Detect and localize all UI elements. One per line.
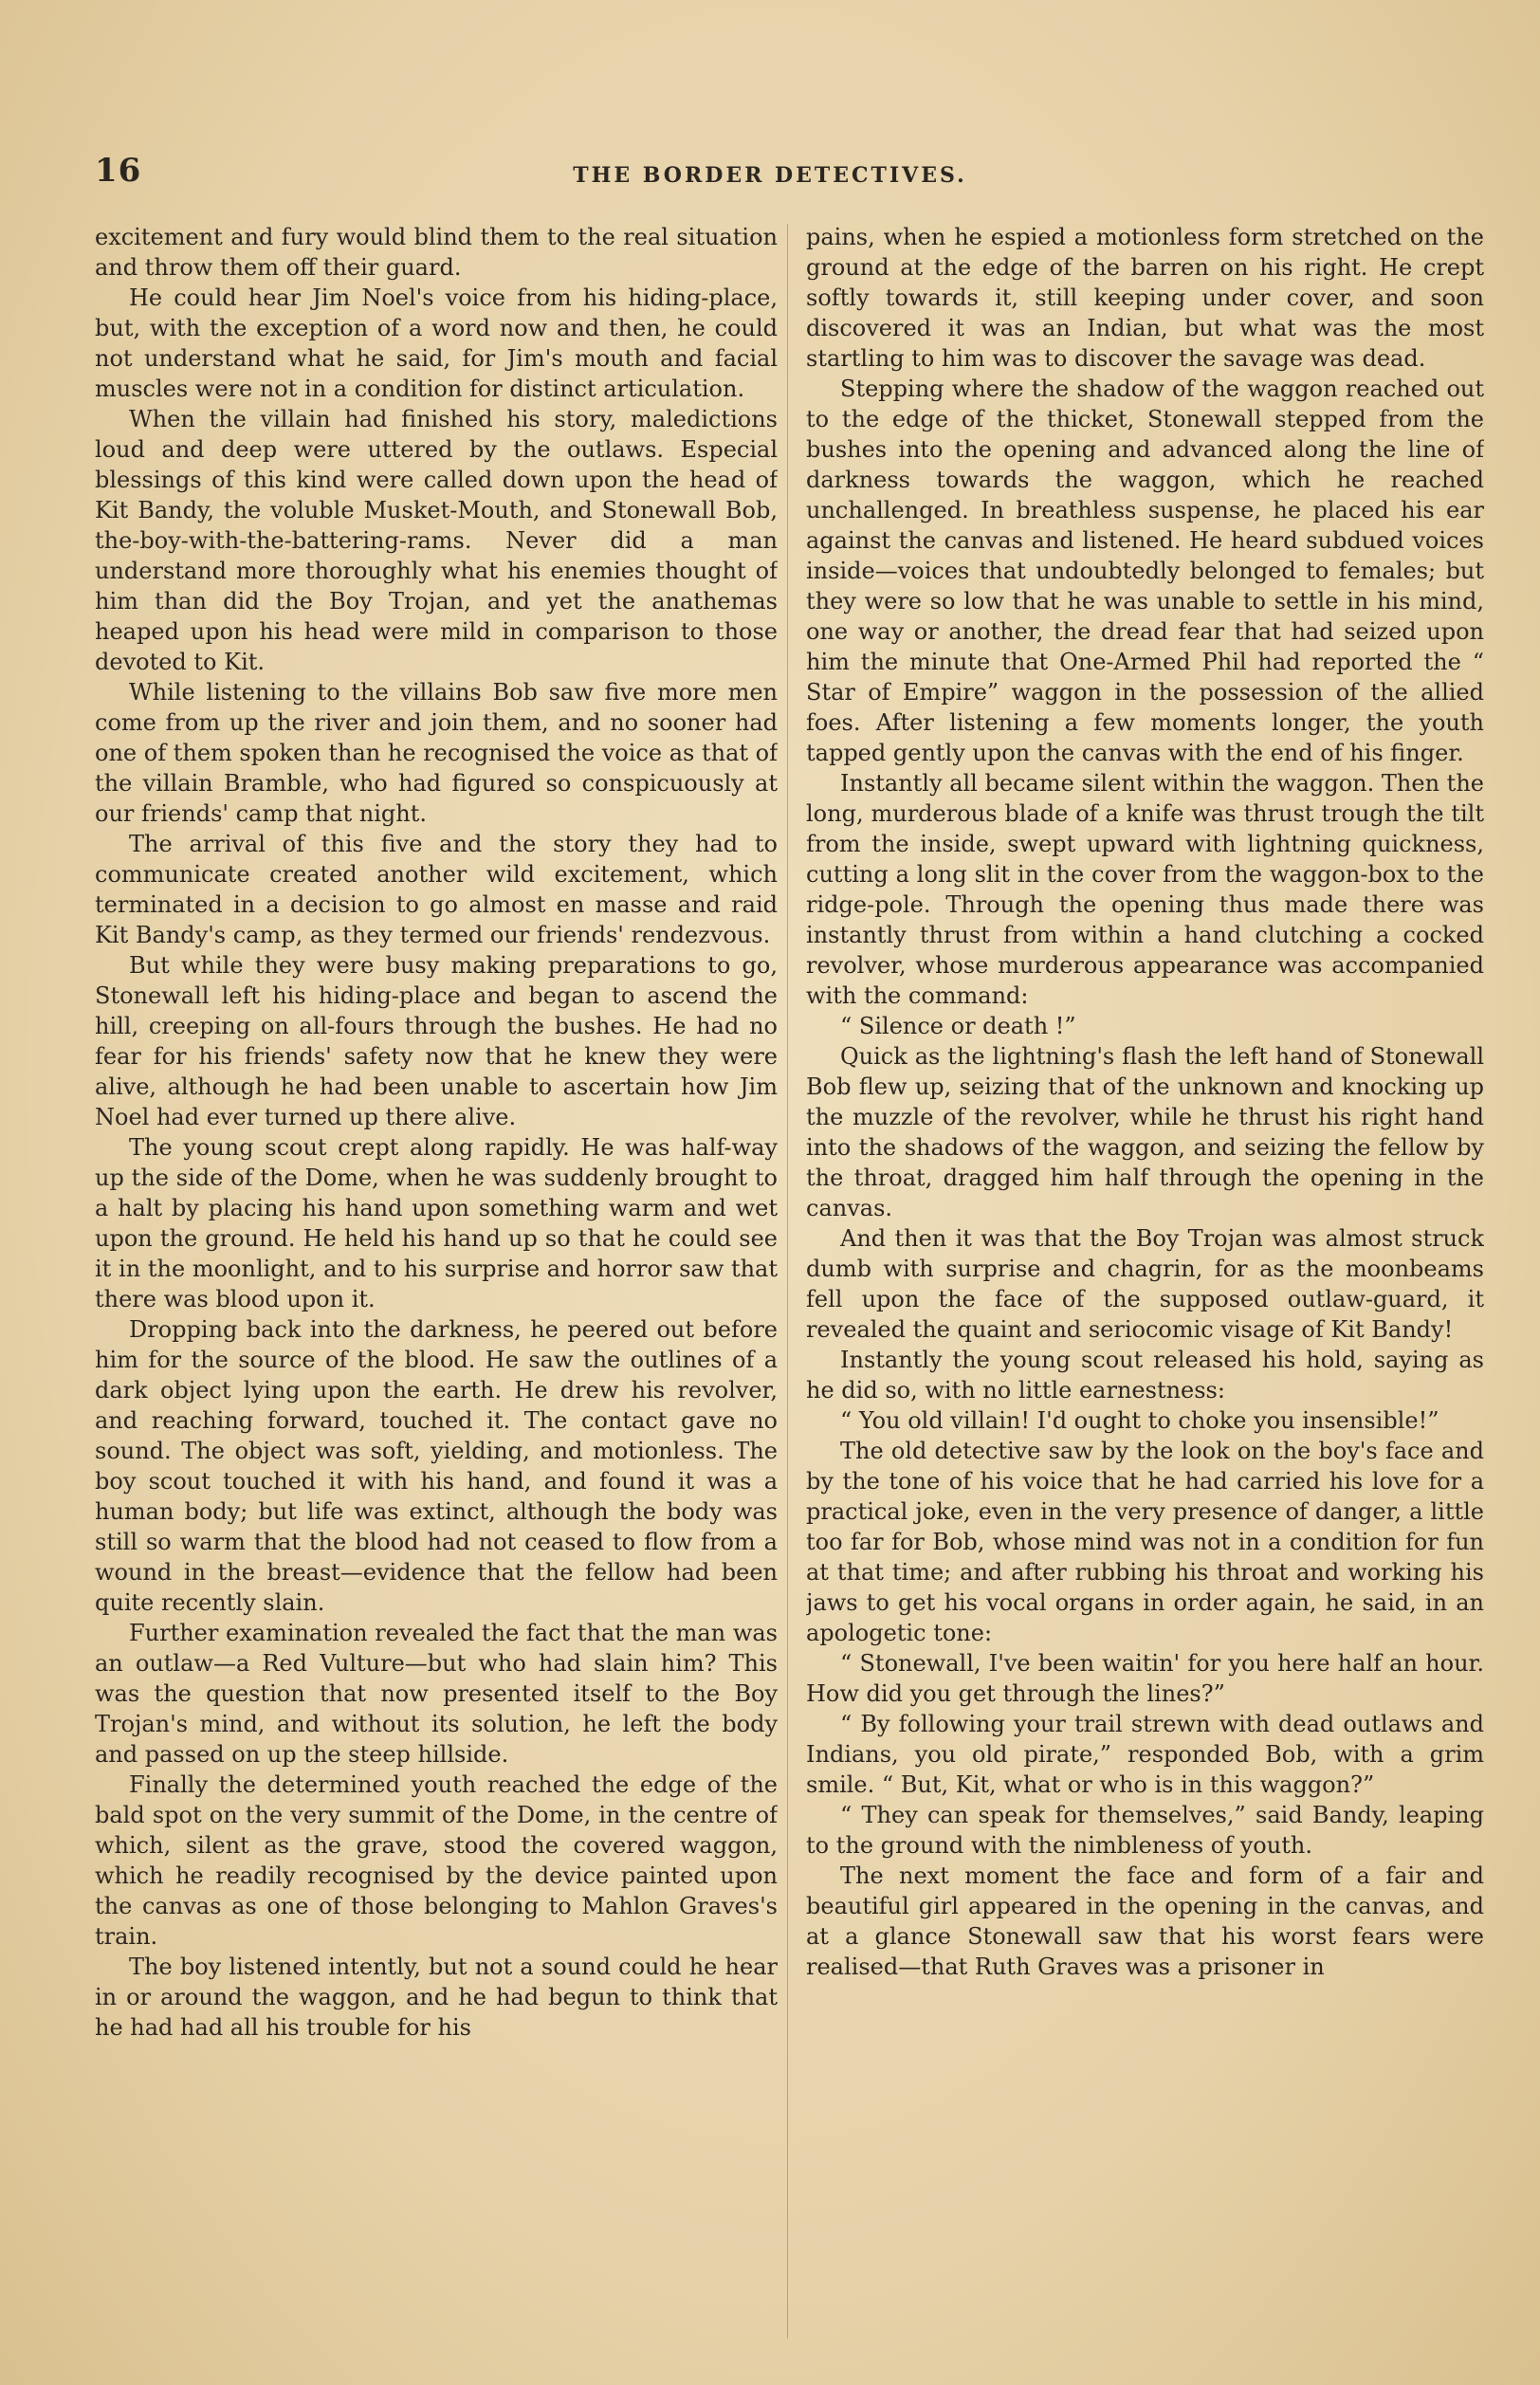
paragraph: While listening to the villains Bob saw five more men come from up the river and join them, and no sooner had one of them spoken than he recognised the voice as that of the villain Bramble, who had figured so conspicuously at our friends' camp that night. bbox=[95, 679, 778, 827]
paragraph: The boy listened intently, but not a sound could he hear in or around the waggon, and he had begun to think that he had had all his trouble for his bbox=[95, 1954, 778, 2041]
paragraph: When the villain had finished his story, maledictions loud and deep were uttered by the outlaws. Especial blessings of this kind were called down upon the head of Kit Bandy, the voluble Musket-Mouth, and Stonewall Bob, the-boy-with-the-battering-rams. Never did a man understand more thoroughly what his enemies thought of him than did the Boy Trojan, and yet the anathemas heaped upon his head were mild in comparison to those devoted to Kit. bbox=[95, 406, 778, 675]
paragraph: pains, when he espied a motionless form stretched on the ground at the edge of the barren on his right. He crept softly towards it, still keeping under cover, and soon discovered it was an Indian, but what was the most startling to him was to discover the savage was dead. bbox=[806, 224, 1484, 372]
paragraph: Instantly all became silent within the waggon. Then the long, murderous blade of a knife was thrust trough the tilt from the inside, swept upward with lightning quickness, cutting a long slit in the cover from the waggon-box to the ridge-pole. Through the opening thus made there was instantly thrust from within a hand clutching a cocked revolver, whose murderous appearance was accompanied with the command: bbox=[806, 770, 1484, 1009]
column-divider bbox=[787, 224, 788, 2339]
paragraph: Instantly the young scout released his hold, saying as he did so, with no little earnestness: bbox=[806, 1347, 1484, 1403]
right-column bbox=[806, 222, 1484, 2351]
paragraph: Quick as the lightning's flash the left hand of Stonewall Bob flew up, seizing that of the unknown and knocking up the muzzle of the revolver, while he thrust his right hand into the shadows of the waggon, and seizing the fellow by the throat, dragged him half through the opening in the canvas. bbox=[806, 1043, 1484, 1221]
paragraph: And then it was that the Boy Trojan was almost struck dumb with surprise and chagrin, for as the moonbeams fell upon the face of the supposed outlaw-guard, it revealed the quaint and seriocomic visage of Kit Bandy! bbox=[806, 1225, 1484, 1343]
paragraph: He could hear Jim Noel's voice from his hiding-place, but, with the exception of a word now and then, he could not understand what he said, for Jim's mouth and facial muscles were not in a condition for distinct articulation. bbox=[95, 284, 778, 402]
paragraph: Dropping back into the darkness, he peered out before him for the source of the blood. He saw the outlines of a dark object lying upon the earth. He drew his revolver, and reaching forward, touched it. The contact gave no sound. The object was soft, yielding, and motionless. The boy scout touched it with his hand, and found it was a human body; but life was extinct, although the body was still so warm that the blood had not ceased to flow from a wound in the breast—evidence that the fellow had been quite recently slain. bbox=[95, 1316, 778, 1616]
left-column bbox=[95, 222, 778, 2351]
running-title: THE BORDER DETECTIVES. bbox=[573, 163, 967, 188]
paragraph: “ Silence or death !” bbox=[840, 1013, 1076, 1039]
paragraph: “ They can speak for themselves,” said Bandy, leaping to the ground with the nimbleness of youth. bbox=[806, 1802, 1484, 1859]
paragraph: Further examination revealed the fact that the man was an outlaw—a Red Vulture—but who had slain him? This was the question that now presented itself to the Boy Trojan's mind, and without its solution, he left the body and passed on up the steep hillside. bbox=[95, 1620, 778, 1768]
paragraph: “ By following your trail strewn with dead outlaws and Indians, you old pirate,” responded Bob, with a grim smile. “ But, Kit, what or who is in this waggon?” bbox=[806, 1711, 1484, 1798]
paragraph: Finally the determined youth reached the edge of the bald spot on the very summit of the Dome, in the centre of which, silent as the grave, stood the covered waggon, which he readily recognised by the device painted upon the canvas as one of those belonging to Mahlon Graves's train. bbox=[95, 1771, 778, 1950]
paragraph: But while they were busy making preparations to go, Stonewall left his hiding-place and began to ascend the hill, creeping on all-fours through the bushes. He had no fear for his friends' safety now that he knew they were alive, although he had been unable to ascertain how Jim Noel had ever turned up there alive. bbox=[95, 952, 778, 1130]
paragraph: The young scout crept along rapidly. He was half-way up the side of the Dome, when he was suddenly brought to a halt by placing his hand upon something warm and wet upon the ground. He held his hand up so that he could see it in the moonlight, and to his surprise and horror saw that there was blood upon it. bbox=[95, 1134, 778, 1312]
paragraph: Stepping where the shadow of the waggon reached out to the edge of the thicket, Stonewall stepped from the bushes into the opening and advanced along the line of darkness towards the waggon, which he reached unchallenged. In breathless suspense, he placed his ear against the canvas and listened. He heard subdued voices inside—voices that undoubtedly belonged to females; but they were so low that he was unable to settle in his mind, one way or another, the dread fear that had seized upon him the minute that One-Armed Phil had reported the “ Star of Empire” waggon in the possession of the allied foes. After listening a few moments longer, the youth tapped gently upon the canvas with the end of his finger. bbox=[806, 376, 1484, 766]
paragraph: The next moment the face and form of a fair and beautiful girl appeared in the opening in the canvas, and at a glance Stonewall saw that his worst fears were realised—that Ruth Graves was a prisoner in bbox=[806, 1862, 1484, 1980]
paragraph: “ You old villain! I'd ought to choke you insensible!” bbox=[840, 1407, 1439, 1434]
paragraph: “ Stonewall, I've been waitin' for you here half an hour. How did you get through the lines?” bbox=[806, 1650, 1484, 1707]
paragraph: excitement and fury would blind them to the real situation and throw them off their guard. bbox=[95, 224, 778, 281]
paragraph: The old detective saw by the look on the boy's face and by the tone of his voice that he had carried his love for a practical joke, even in the very presence of danger, a little too far for Bob, whose mind was not in a condition for fun at that time; and after rubbing his throat and working his jaws to get his vocal organs in order again, he said, in an apologetic tone: bbox=[806, 1438, 1484, 1646]
page-number: 16 bbox=[95, 152, 142, 190]
paragraph: The arrival of this five and the story they had to communicate created another wild excitement, which terminated in a decision to go almost en masse and raid Kit Bandy's camp, as they termed our friends' rendezvous. bbox=[95, 831, 778, 948]
